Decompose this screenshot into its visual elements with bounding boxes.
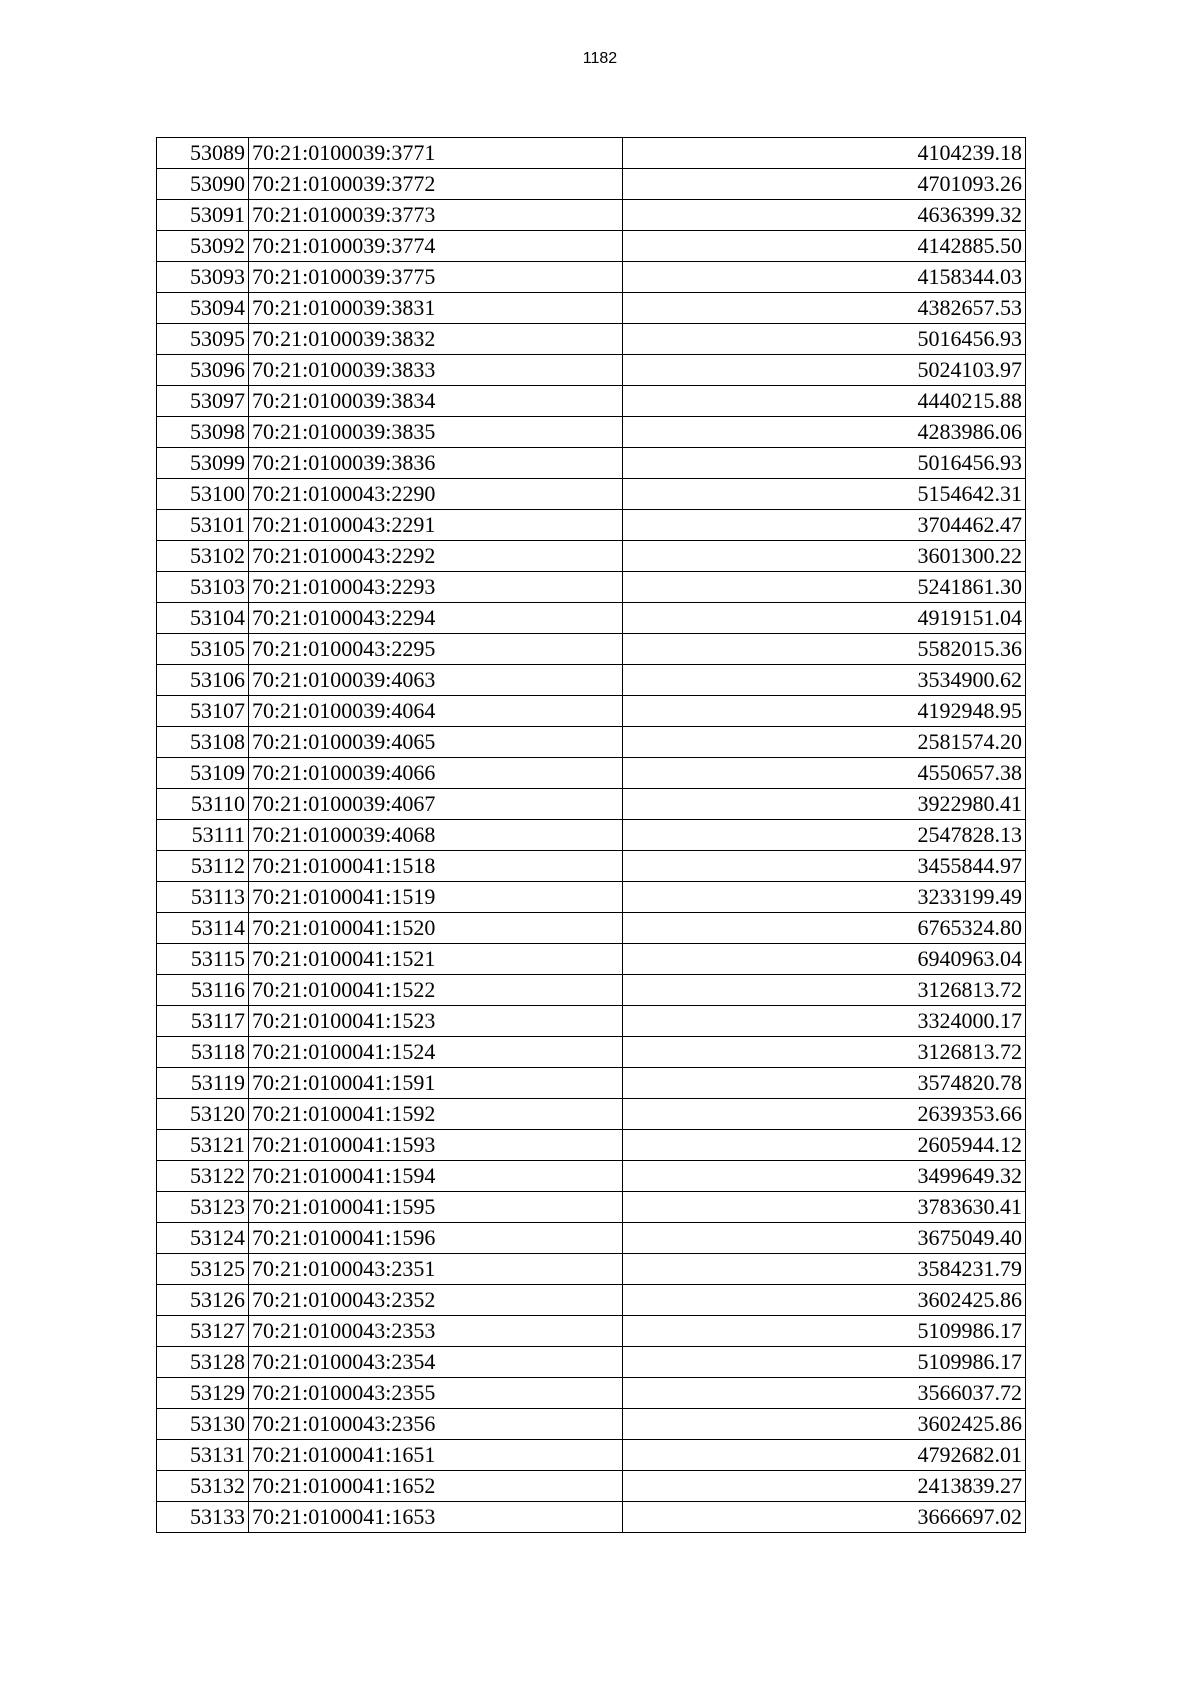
row-number-cell: 53115: [157, 944, 249, 975]
row-number-cell: 53103: [157, 572, 249, 603]
table-row: [157, 1037, 1026, 1068]
row-number-cell: 53110: [157, 789, 249, 820]
table-row: [157, 789, 1026, 820]
row-number-cell: 53130: [157, 1409, 249, 1440]
row-number-cell: 53127: [157, 1316, 249, 1347]
row-number-cell: 53092: [157, 231, 249, 262]
cadastral-number-cell: 70:21:0100039:4065: [249, 727, 623, 758]
row-number-cell: 53108: [157, 727, 249, 758]
cadastral-value-cell: 3922980.41: [623, 789, 1026, 820]
cadastral-number-cell: 70:21:0100041:1652: [249, 1471, 623, 1502]
cadastral-value-cell: 6765324.80: [623, 913, 1026, 944]
row-number-cell: 53089: [157, 138, 249, 169]
cadastral-number-cell: 70:21:0100039:4068: [249, 820, 623, 851]
row-number-cell: 53112: [157, 851, 249, 882]
row-number-cell: 53114: [157, 913, 249, 944]
row-number-cell: 53090: [157, 169, 249, 200]
table-row: [157, 696, 1026, 727]
cadastral-number-cell: 70:21:0100039:4067: [249, 789, 623, 820]
table-row: [157, 169, 1026, 200]
cadastral-value-cell: 5109986.17: [623, 1316, 1026, 1347]
cadastral-number-cell: 70:21:0100039:4063: [249, 665, 623, 696]
cadastral-value-cell: 5241861.30: [623, 572, 1026, 603]
row-number-cell: 53107: [157, 696, 249, 727]
table-row: [157, 1285, 1026, 1316]
cadastral-number-cell: 70:21:0100039:3771: [249, 138, 623, 169]
cadastral-value-cell: 3783630.41: [623, 1192, 1026, 1223]
cadastral-number-cell: 70:21:0100043:2295: [249, 634, 623, 665]
cadastral-number-cell: 70:21:0100043:2292: [249, 541, 623, 572]
row-number-cell: 53121: [157, 1130, 249, 1161]
cadastral-value-cell: 5016456.93: [623, 324, 1026, 355]
cadastral-value-cell: 4283986.06: [623, 417, 1026, 448]
cadastral-number-cell: 70:21:0100039:3835: [249, 417, 623, 448]
cadastral-value-cell: 5582015.36: [623, 634, 1026, 665]
row-number-cell: 53123: [157, 1192, 249, 1223]
row-number-cell: 53099: [157, 448, 249, 479]
cadastral-value-cell: 4440215.88: [623, 386, 1026, 417]
cadastral-value-cell: 3602425.86: [623, 1285, 1026, 1316]
cadastral-value-table: [156, 137, 1026, 1533]
cadastral-value-cell: 3534900.62: [623, 665, 1026, 696]
row-number-cell: 53119: [157, 1068, 249, 1099]
row-number-cell: 53118: [157, 1037, 249, 1068]
table-row: [157, 510, 1026, 541]
cadastral-number-cell: 70:21:0100043:2352: [249, 1285, 623, 1316]
cadastral-value-cell: 5109986.17: [623, 1347, 1026, 1378]
cadastral-value-cell: 2605944.12: [623, 1130, 1026, 1161]
table-row: [157, 913, 1026, 944]
cadastral-number-cell: 70:21:0100041:1595: [249, 1192, 623, 1223]
cadastral-number-cell: 70:21:0100043:2355: [249, 1378, 623, 1409]
table-row: [157, 820, 1026, 851]
cadastral-number-cell: 70:21:0100041:1518: [249, 851, 623, 882]
cadastral-number-cell: 70:21:0100041:1521: [249, 944, 623, 975]
table-body: [157, 138, 1026, 1533]
cadastral-value-cell: 5024103.97: [623, 355, 1026, 386]
table-row: [157, 634, 1026, 665]
table-row: [157, 417, 1026, 448]
cadastral-number-cell: 70:21:0100043:2356: [249, 1409, 623, 1440]
cadastral-value-cell: 3601300.22: [623, 541, 1026, 572]
table-row: [157, 603, 1026, 634]
table-row: [157, 541, 1026, 572]
cadastral-value-cell: 5016456.93: [623, 448, 1026, 479]
row-number-cell: 53094: [157, 293, 249, 324]
cadastral-value-cell: 3126813.72: [623, 975, 1026, 1006]
row-number-cell: 53101: [157, 510, 249, 541]
cadastral-value-cell: 4158344.03: [623, 262, 1026, 293]
table-row: [157, 1130, 1026, 1161]
cadastral-value-cell: 3499649.32: [623, 1161, 1026, 1192]
cadastral-number-cell: 70:21:0100039:3831: [249, 293, 623, 324]
row-number-cell: 53106: [157, 665, 249, 696]
table-row: [157, 882, 1026, 913]
row-number-cell: 53117: [157, 1006, 249, 1037]
table-row: [157, 1254, 1026, 1285]
cadastral-value-cell: 4104239.18: [623, 138, 1026, 169]
table-row: [157, 1471, 1026, 1502]
row-number-cell: 53120: [157, 1099, 249, 1130]
cadastral-value-cell: 3574820.78: [623, 1068, 1026, 1099]
table-row: [157, 1192, 1026, 1223]
cadastral-number-cell: 70:21:0100039:3833: [249, 355, 623, 386]
table-row: [157, 479, 1026, 510]
cadastral-value-cell: 3675049.40: [623, 1223, 1026, 1254]
table-row: [157, 200, 1026, 231]
cadastral-number-cell: 70:21:0100043:2291: [249, 510, 623, 541]
row-number-cell: 53096: [157, 355, 249, 386]
row-number-cell: 53104: [157, 603, 249, 634]
row-number-cell: 53093: [157, 262, 249, 293]
cadastral-number-cell: 70:21:0100041:1520: [249, 913, 623, 944]
row-number-cell: 53129: [157, 1378, 249, 1409]
table-row: [157, 293, 1026, 324]
row-number-cell: 53109: [157, 758, 249, 789]
table-row: [157, 386, 1026, 417]
table-row: [157, 758, 1026, 789]
table-row: [157, 262, 1026, 293]
cadastral-number-cell: 70:21:0100039:3775: [249, 262, 623, 293]
table-row: [157, 1502, 1026, 1533]
cadastral-value-cell: 4701093.26: [623, 169, 1026, 200]
table-row: [157, 1316, 1026, 1347]
table-row: [157, 448, 1026, 479]
row-number-cell: 53111: [157, 820, 249, 851]
row-number-cell: 53097: [157, 386, 249, 417]
table-row: [157, 1068, 1026, 1099]
cadastral-number-cell: 70:21:0100043:2293: [249, 572, 623, 603]
row-number-cell: 53095: [157, 324, 249, 355]
cadastral-number-cell: 70:21:0100039:3773: [249, 200, 623, 231]
row-number-cell: 53105: [157, 634, 249, 665]
table-row: [157, 665, 1026, 696]
row-number-cell: 53126: [157, 1285, 249, 1316]
table-row: [157, 1161, 1026, 1192]
row-number-cell: 53113: [157, 882, 249, 913]
cadastral-value-cell: 3324000.17: [623, 1006, 1026, 1037]
table-row: [157, 1347, 1026, 1378]
cadastral-number-cell: 70:21:0100041:1524: [249, 1037, 623, 1068]
cadastral-number-cell: 70:21:0100039:4064: [249, 696, 623, 727]
table-row: [157, 1409, 1026, 1440]
cadastral-value-cell: 3666697.02: [623, 1502, 1026, 1533]
page-number: 1182: [582, 50, 618, 67]
cadastral-value-cell: 3126813.72: [623, 1037, 1026, 1068]
cadastral-value-cell: 3704462.47: [623, 510, 1026, 541]
cadastral-value-cell: 3566037.72: [623, 1378, 1026, 1409]
cadastral-value-cell: 4636399.32: [623, 200, 1026, 231]
cadastral-value-cell: 2639353.66: [623, 1099, 1026, 1130]
cadastral-value-cell: 3233199.49: [623, 882, 1026, 913]
cadastral-number-cell: 70:21:0100041:1593: [249, 1130, 623, 1161]
row-number-cell: 53128: [157, 1347, 249, 1378]
row-number-cell: 53098: [157, 417, 249, 448]
table-row: [157, 138, 1026, 169]
cadastral-number-cell: 70:21:0100041:1522: [249, 975, 623, 1006]
row-number-cell: 53131: [157, 1440, 249, 1471]
table-row: [157, 975, 1026, 1006]
cadastral-number-cell: 70:21:0100039:3774: [249, 231, 623, 262]
cadastral-number-cell: 70:21:0100041:1653: [249, 1502, 623, 1533]
cadastral-number-cell: 70:21:0100043:2351: [249, 1254, 623, 1285]
row-number-cell: 53122: [157, 1161, 249, 1192]
cadastral-number-cell: 70:21:0100041:1592: [249, 1099, 623, 1130]
cadastral-number-cell: 70:21:0100041:1591: [249, 1068, 623, 1099]
cadastral-number-cell: 70:21:0100043:2294: [249, 603, 623, 634]
cadastral-value-cell: 4192948.95: [623, 696, 1026, 727]
table-row: [157, 1440, 1026, 1471]
table-row: [157, 1223, 1026, 1254]
cadastral-number-cell: 70:21:0100041:1596: [249, 1223, 623, 1254]
table-row: [157, 851, 1026, 882]
cadastral-value-cell: 2547828.13: [623, 820, 1026, 851]
table-row: [157, 1006, 1026, 1037]
cadastral-number-cell: 70:21:0100039:4066: [249, 758, 623, 789]
cadastral-value-cell: 4792682.01: [623, 1440, 1026, 1471]
cadastral-value-cell: 2413839.27: [623, 1471, 1026, 1502]
cadastral-value-cell: 6940963.04: [623, 944, 1026, 975]
cadastral-value-cell: 4142885.50: [623, 231, 1026, 262]
cadastral-number-cell: 70:21:0100041:1651: [249, 1440, 623, 1471]
row-number-cell: 53100: [157, 479, 249, 510]
row-number-cell: 53116: [157, 975, 249, 1006]
cadastral-number-cell: 70:21:0100039:3834: [249, 386, 623, 417]
cadastral-value-cell: 5154642.31: [623, 479, 1026, 510]
table-row: [157, 944, 1026, 975]
cadastral-value-cell: 3455844.97: [623, 851, 1026, 882]
cadastral-value-cell: 4550657.38: [623, 758, 1026, 789]
cadastral-number-cell: 70:21:0100043:2354: [249, 1347, 623, 1378]
row-number-cell: 53132: [157, 1471, 249, 1502]
cadastral-value-cell: 4919151.04: [623, 603, 1026, 634]
table-row: [157, 1099, 1026, 1130]
cadastral-value-cell: 3584231.79: [623, 1254, 1026, 1285]
row-number-cell: 53124: [157, 1223, 249, 1254]
cadastral-number-cell: 70:21:0100039:3772: [249, 169, 623, 200]
cadastral-value-cell: 4382657.53: [623, 293, 1026, 324]
cadastral-number-cell: 70:21:0100039:3832: [249, 324, 623, 355]
table-row: [157, 727, 1026, 758]
row-number-cell: 53102: [157, 541, 249, 572]
cadastral-number-cell: 70:21:0100039:3836: [249, 448, 623, 479]
cadastral-number-cell: 70:21:0100043:2290: [249, 479, 623, 510]
row-number-cell: 53133: [157, 1502, 249, 1533]
cadastral-value-cell: 2581574.20: [623, 727, 1026, 758]
cadastral-number-cell: 70:21:0100041:1519: [249, 882, 623, 913]
table-row: [157, 572, 1026, 603]
row-number-cell: 53091: [157, 200, 249, 231]
row-number-cell: 53125: [157, 1254, 249, 1285]
cadastral-number-cell: 70:21:0100041:1523: [249, 1006, 623, 1037]
cadastral-number-cell: 70:21:0100041:1594: [249, 1161, 623, 1192]
cadastral-number-cell: 70:21:0100043:2353: [249, 1316, 623, 1347]
table-row: [157, 231, 1026, 262]
table-row: [157, 355, 1026, 386]
cadastral-value-cell: 3602425.86: [623, 1409, 1026, 1440]
table-row: [157, 1378, 1026, 1409]
table-row: [157, 324, 1026, 355]
